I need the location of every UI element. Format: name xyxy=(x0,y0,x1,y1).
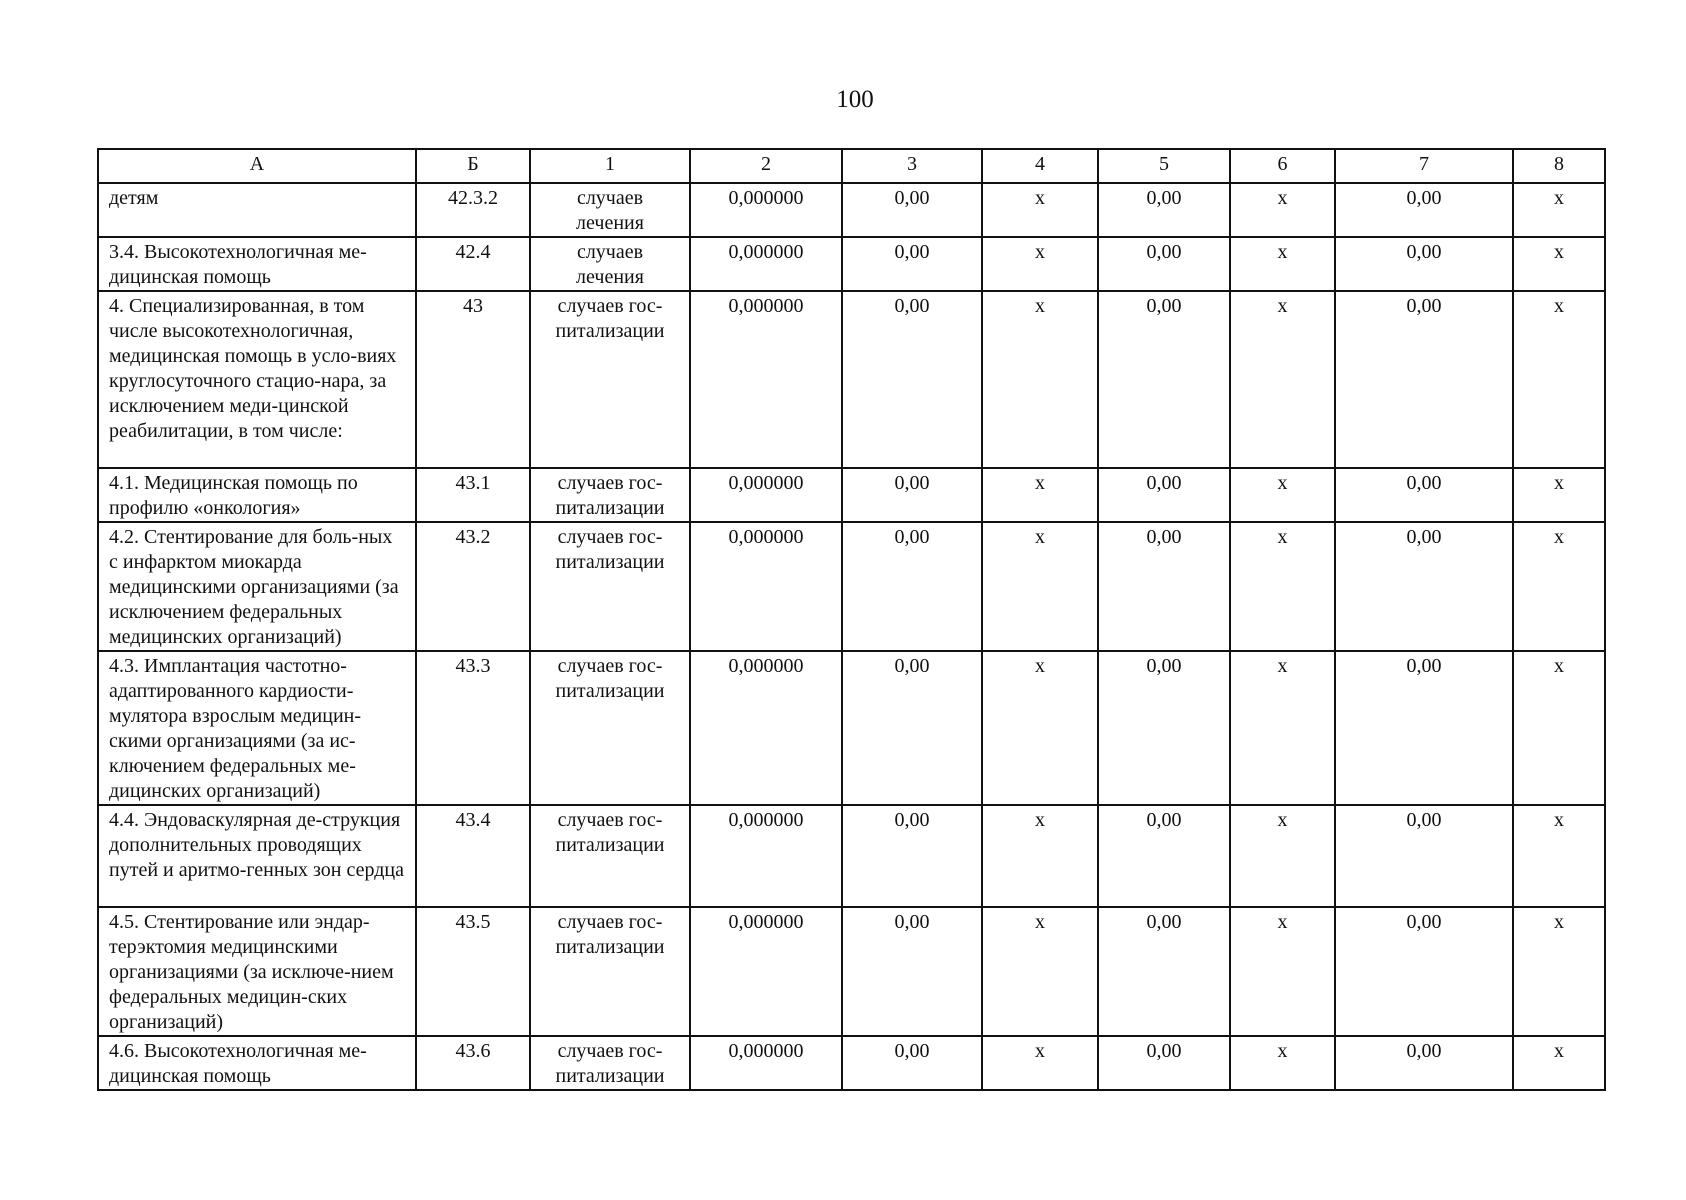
row-col6-cell: х xyxy=(1230,805,1335,907)
row-col8-cell: х xyxy=(1513,291,1605,468)
table-row xyxy=(98,1036,1605,1090)
row-col7-cell: 0,00 xyxy=(1335,907,1513,1036)
row-name-cell: 4.2. Стентирование для боль-ных с инфарктом миокарда медицинскими организациями (за исключением федеральных медицинских организаций) xyxy=(98,522,416,651)
row-col6-cell: х xyxy=(1230,183,1335,237)
row-col2-cell: 0,000000 xyxy=(690,1036,842,1090)
header-cell-7: 7 xyxy=(1335,149,1513,183)
row-unit-cell: случаев гос-питализации xyxy=(530,805,690,907)
header-cell-5: 5 xyxy=(1098,149,1230,183)
row-col7-cell: 0,00 xyxy=(1335,522,1513,651)
row-name-cell: детям xyxy=(98,183,416,237)
row-name-cell: 4.3. Имплантация частотно-адаптированного кардиости-мулятора взрослым медицин-скими организациями (за ис-ключением федеральных ме-дицинских организаций) xyxy=(98,651,416,805)
row-col4-cell: х xyxy=(982,1036,1098,1090)
row-code-cell: 43 xyxy=(416,291,530,468)
row-col5-cell: 0,00 xyxy=(1098,805,1230,907)
table-row xyxy=(98,907,1605,1036)
row-name-cell: 4.4. Эндоваскулярная де-струкция дополнительных проводящих путей и аритмо-генных зон сердца xyxy=(98,805,416,907)
row-col6-cell: х xyxy=(1230,1036,1335,1090)
table-row xyxy=(98,237,1605,291)
row-col8-cell: х xyxy=(1513,522,1605,651)
row-unit-cell: случаев гос-питализации xyxy=(530,907,690,1036)
row-col6-cell: х xyxy=(1230,651,1335,805)
row-col7-cell: 0,00 xyxy=(1335,651,1513,805)
row-col3-cell: 0,00 xyxy=(842,805,982,907)
row-col3-cell: 0,00 xyxy=(842,237,982,291)
row-col5-cell: 0,00 xyxy=(1098,1036,1230,1090)
data-table xyxy=(97,148,1606,1091)
row-unit-cell: случаев гос-питализации xyxy=(530,651,690,805)
row-col5-cell: 0,00 xyxy=(1098,907,1230,1036)
table-row xyxy=(98,805,1605,907)
row-col7-cell: 0,00 xyxy=(1335,291,1513,468)
row-name-cell: 4.6. Высокотехнологичная ме-дицинская помощь xyxy=(98,1036,416,1090)
row-col8-cell: х xyxy=(1513,1036,1605,1090)
row-col6-cell: х xyxy=(1230,291,1335,468)
row-col3-cell: 0,00 xyxy=(842,291,982,468)
row-col2-cell: 0,000000 xyxy=(690,651,842,805)
header-cell-1: 1 xyxy=(530,149,690,183)
row-col7-cell: 0,00 xyxy=(1335,183,1513,237)
row-unit-cell: случаев лечения xyxy=(530,183,690,237)
row-code-cell: 42.3.2 xyxy=(416,183,530,237)
row-col7-cell: 0,00 xyxy=(1335,1036,1513,1090)
row-col3-cell: 0,00 xyxy=(842,651,982,805)
header-cell-a: А xyxy=(98,149,416,183)
row-col8-cell: х xyxy=(1513,651,1605,805)
row-col3-cell: 0,00 xyxy=(842,1036,982,1090)
row-col6-cell: х xyxy=(1230,907,1335,1036)
page-number: 100 xyxy=(836,86,874,113)
row-col8-cell: х xyxy=(1513,183,1605,237)
row-name-cell: 3.4. Высокотехнологичная ме-дицинская помощь xyxy=(98,237,416,291)
row-col8-cell: х xyxy=(1513,468,1605,522)
header-cell-3: 3 xyxy=(842,149,982,183)
row-code-cell: 43.2 xyxy=(416,522,530,651)
row-col4-cell: х xyxy=(982,468,1098,522)
row-code-cell: 43.4 xyxy=(416,805,530,907)
row-col2-cell: 0,000000 xyxy=(690,522,842,651)
row-unit-cell: случаев гос-питализации xyxy=(530,291,690,468)
row-col2-cell: 0,000000 xyxy=(690,907,842,1036)
row-name-cell: 4.1. Медицинская помощь по профилю «онкология» xyxy=(98,468,416,522)
table-row xyxy=(98,651,1605,805)
table-row xyxy=(98,183,1605,237)
row-col2-cell: 0,000000 xyxy=(690,291,842,468)
row-col4-cell: х xyxy=(982,522,1098,651)
row-col4-cell: х xyxy=(982,183,1098,237)
row-col5-cell: 0,00 xyxy=(1098,183,1230,237)
table-row xyxy=(98,468,1605,522)
row-col5-cell: 0,00 xyxy=(1098,237,1230,291)
row-col7-cell: 0,00 xyxy=(1335,237,1513,291)
row-unit-cell: случаев гос-питализации xyxy=(530,1036,690,1090)
row-name-cell: 4. Специализированная, в том числе высокотехнологичная, медицинская помощь в усло-виях круглосуточного стацио-нара, за исключением меди-цинской реабилитации, в том числе: xyxy=(98,291,416,468)
row-col6-cell: х xyxy=(1230,468,1335,522)
row-col2-cell: 0,000000 xyxy=(690,237,842,291)
row-col4-cell: х xyxy=(982,237,1098,291)
row-col8-cell: х xyxy=(1513,237,1605,291)
table-row xyxy=(98,291,1605,468)
row-col5-cell: 0,00 xyxy=(1098,651,1230,805)
row-col3-cell: 0,00 xyxy=(842,183,982,237)
row-code-cell: 43.5 xyxy=(416,907,530,1036)
row-col2-cell: 0,000000 xyxy=(690,468,842,522)
row-col6-cell: х xyxy=(1230,237,1335,291)
row-col2-cell: 0,000000 xyxy=(690,183,842,237)
row-unit-cell: случаев гос-питализации xyxy=(530,522,690,651)
row-col5-cell: 0,00 xyxy=(1098,468,1230,522)
row-col4-cell: х xyxy=(982,291,1098,468)
row-unit-cell: случаев гос-питализации xyxy=(530,468,690,522)
row-col4-cell: х xyxy=(982,651,1098,805)
header-row xyxy=(98,149,1605,183)
row-col4-cell: х xyxy=(982,907,1098,1036)
row-col2-cell: 0,000000 xyxy=(690,805,842,907)
row-col5-cell: 0,00 xyxy=(1098,522,1230,651)
row-col7-cell: 0,00 xyxy=(1335,805,1513,907)
row-col4-cell: х xyxy=(982,805,1098,907)
row-col3-cell: 0,00 xyxy=(842,907,982,1036)
row-col3-cell: 0,00 xyxy=(842,468,982,522)
header-cell-b: Б xyxy=(416,149,530,183)
row-code-cell: 42.4 xyxy=(416,237,530,291)
header-cell-2: 2 xyxy=(690,149,842,183)
table-row xyxy=(98,522,1605,651)
row-code-cell: 43.6 xyxy=(416,1036,530,1090)
row-col6-cell: х xyxy=(1230,522,1335,651)
row-col5-cell: 0,00 xyxy=(1098,291,1230,468)
row-col3-cell: 0,00 xyxy=(842,522,982,651)
row-name-cell: 4.5. Стентирование или эндар-терэктомия медицинскими организациями (за исключе-нием федеральных медицин-ских организаций) xyxy=(98,907,416,1036)
row-unit-cell: случаев лечения xyxy=(530,237,690,291)
row-col7-cell: 0,00 xyxy=(1335,468,1513,522)
header-cell-8: 8 xyxy=(1513,149,1605,183)
row-col8-cell: х xyxy=(1513,907,1605,1036)
header-cell-6: 6 xyxy=(1230,149,1335,183)
header-cell-4: 4 xyxy=(982,149,1098,183)
row-code-cell: 43.3 xyxy=(416,651,530,805)
row-col8-cell: х xyxy=(1513,805,1605,907)
row-code-cell: 43.1 xyxy=(416,468,530,522)
